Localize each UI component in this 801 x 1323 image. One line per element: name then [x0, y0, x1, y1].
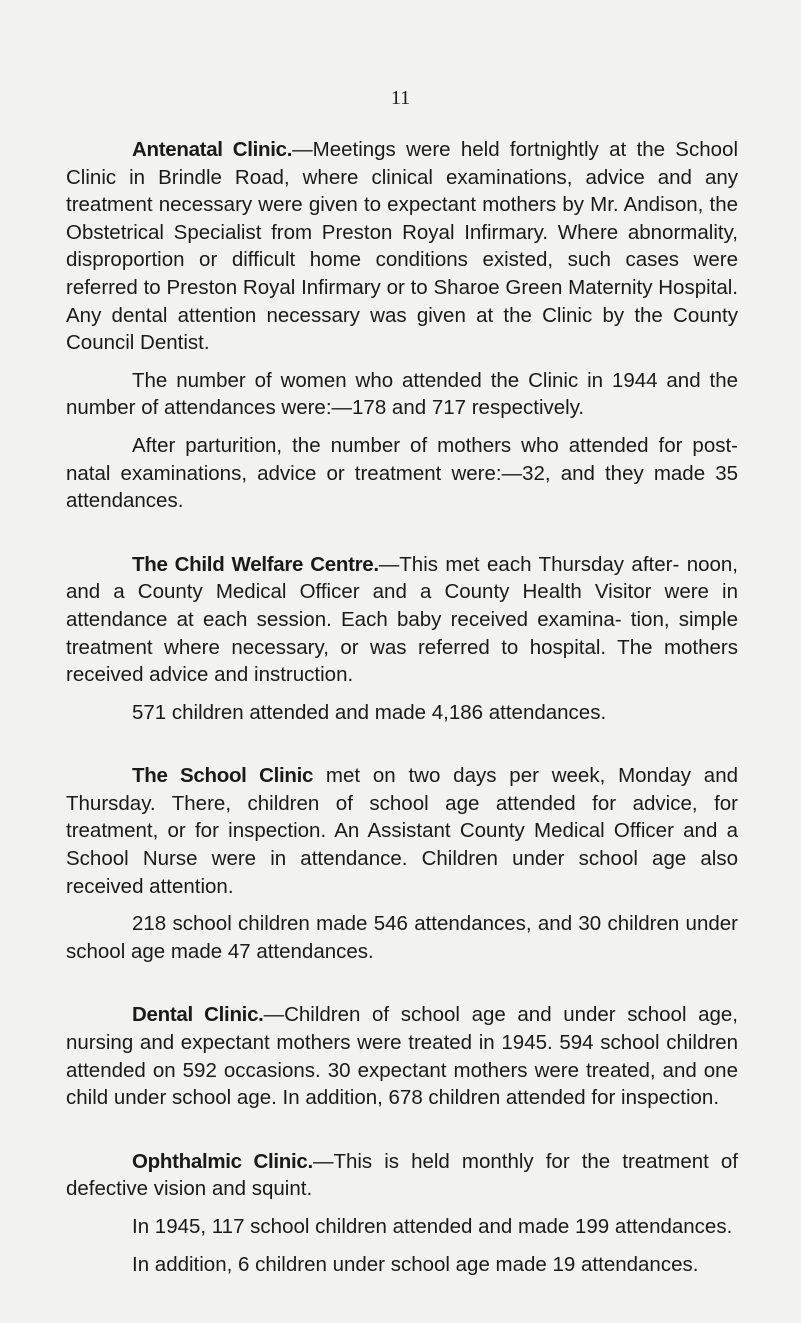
page-number: 11 — [390, 87, 411, 109]
ophthalmic-attendance-paragraph: In 1945, 117 school children attended and made 199 attendances. — [132, 1215, 733, 1238]
antenatal-clinic-paragraph — [66, 136, 738, 357]
antenatal-attendance-paragraph: The number of women who attended the Clinic in 1944 and the number of attendances were:—178 and 717 respectively. — [66, 368, 738, 420]
child-welfare-heading: The Child Welfare Centre. — [132, 552, 379, 576]
document-body — [66, 136, 738, 1278]
child-welfare-text: —This met each Thursday after- noon, and a County Medical Officer and a County Health Visitor were in attendance at each session. Each baby received examina- tion, simple treatment where necessary, or was referred to hospital. The mothers received advice and instruction. — [66, 552, 738, 687]
school-clinic-heading: The School Clinic — [132, 764, 314, 788]
dental-clinic-paragraph — [66, 1001, 738, 1111]
ophthalmic-clinic-text: —This is held monthly for the treatment of defective vision and squint. — [66, 1149, 738, 1201]
child-welfare-paragraph — [66, 551, 738, 689]
ophthalmic-under-school-age-paragraph: In addition, 6 children under school age made 19 attendances. — [132, 1252, 699, 1276]
ophthalmic-clinic-paragraph — [66, 1148, 738, 1203]
school-clinic-attendance-paragraph: 218 school children made 546 attendances, and 30 children under school age made 47 attendances. — [66, 912, 738, 963]
dental-clinic-heading: Dental Clinic. — [132, 1003, 264, 1027]
school-clinic-paragraph — [66, 762, 738, 900]
child-welfare-attendance-paragraph: 571 children attended and made 4,186 attendances. — [132, 700, 607, 724]
antenatal-clinic-heading: Antenatal Clinic. — [132, 138, 293, 161]
dental-clinic-text: —Children of school age and under school age, nursing and expectant mothers were treated in 1945. 594 school children attended on 592 occasions. 30 expectant mothers were treated, and one child under school age. In addition, 678 children attended for inspection. — [66, 1003, 738, 1110]
antenatal-clinic-text: —Meetings were held fortnightly at the School Clinic in Brindle Road, where clinical examinations, advice and any treatment necessary were given to expectant mothers by Mr. Andison, the Obstetrical Specialist from Preston Royal Infirmary. Where abnormality, disproportion or difficult home conditions existed, such cases were referred to Preston Royal Infirmary or to Sharoe Green Maternity Hospital. Any dental attention necessary was given at the Clinic by the County Council Dentist. — [66, 138, 738, 355]
postnatal-paragraph: After parturition, the number of mothers who attended for post-natal examinations, advice or treatment were:—32, and they made 35 attendances. — [66, 433, 738, 513]
school-clinic-text: met on two days per week, Monday and Thursday. There, children of school age attended for advice, for treatment, or for inspection. An Assistant County Medical Officer and a School Nurse were in attendance. Children under school age also received attention. — [66, 764, 739, 898]
ophthalmic-clinic-heading: Ophthalmic Clinic. — [132, 1149, 313, 1173]
